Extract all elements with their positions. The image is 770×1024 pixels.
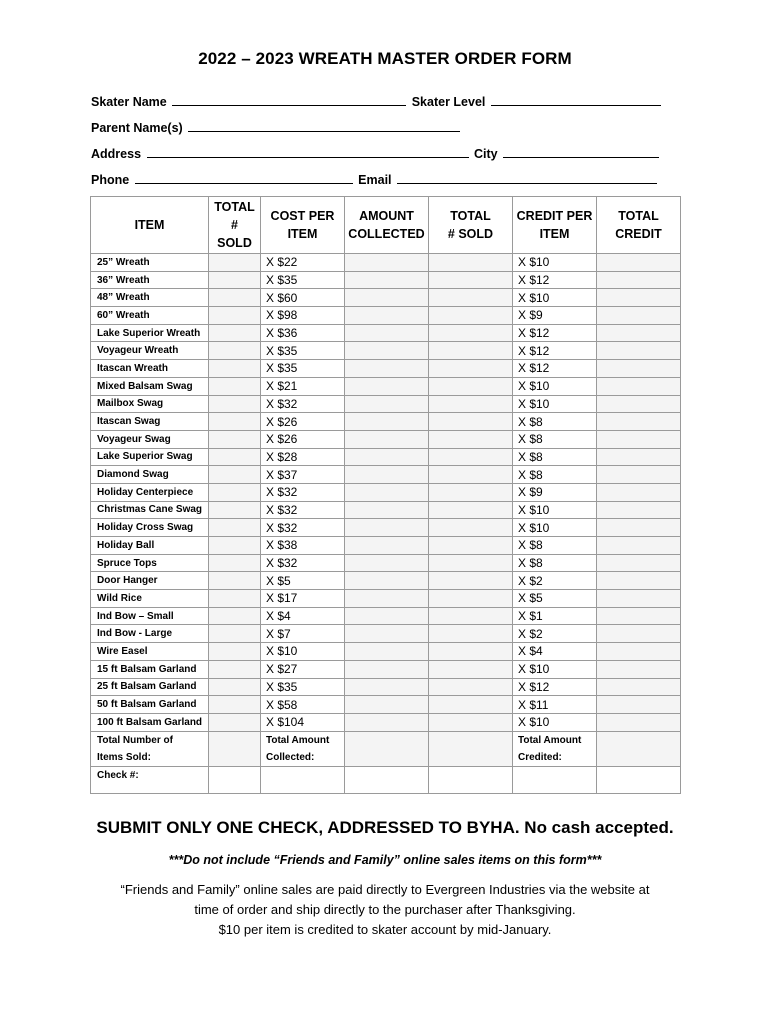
cost-per-item: X $22: [261, 254, 345, 272]
total-credit-cell[interactable]: [597, 625, 681, 643]
amount-collected-cell[interactable]: [345, 430, 429, 448]
total-sold-cell[interactable]: [209, 430, 261, 448]
item-name: Christmas Cane Swag: [91, 501, 209, 519]
amount-collected-cell[interactable]: [345, 307, 429, 325]
cost-per-item: X $17: [261, 590, 345, 608]
total-sold-cell[interactable]: [209, 395, 261, 413]
cost-per-item: X $5: [261, 572, 345, 590]
amount-collected-cell[interactable]: [345, 696, 429, 714]
amount-collected-cell[interactable]: [345, 395, 429, 413]
skater-row: [91, 94, 663, 109]
total-sold-cell[interactable]: [209, 483, 261, 501]
credit-per-item: X $9: [513, 483, 597, 501]
skater-name-field[interactable]: [172, 94, 406, 106]
amount-collected-cell[interactable]: [345, 466, 429, 484]
total-credit-cell[interactable]: [597, 713, 681, 731]
amount-collected-cell[interactable]: [345, 501, 429, 519]
amount-collected-cell[interactable]: [345, 554, 429, 572]
address-row: [91, 146, 661, 161]
table-row: [91, 466, 681, 484]
header-total-sold: TOTAL # SOLD: [209, 197, 261, 254]
header-total-num-sold: TOTAL # SOLD: [429, 197, 513, 254]
cost-per-item: X $37: [261, 466, 345, 484]
credit-per-item: X $5: [513, 590, 597, 608]
table-row: [91, 342, 681, 360]
cost-per-item: X $4: [261, 607, 345, 625]
table-row: [91, 519, 681, 537]
item-name: Mailbox Swag: [91, 395, 209, 413]
address-field[interactable]: [147, 146, 469, 158]
cost-per-item: X $27: [261, 660, 345, 678]
cost-per-item: X $35: [261, 271, 345, 289]
submit-instruction: SUBMIT ONLY ONE CHECK, ADDRESSED TO BYHA. No cash accepted.: [96, 818, 674, 837]
total-num-sold-cell[interactable]: [429, 271, 513, 289]
friends-family-paragraph: [80, 880, 690, 940]
amount-collected-cell[interactable]: [345, 519, 429, 537]
cost-per-item: X $28: [261, 448, 345, 466]
total-credit-cell[interactable]: [597, 643, 681, 661]
total-sold-cell[interactable]: [209, 625, 261, 643]
total-sold-cell[interactable]: [209, 342, 261, 360]
table-row: [91, 713, 681, 731]
amount-collected-cell[interactable]: [345, 342, 429, 360]
table-row: [91, 307, 681, 325]
total-num-sold-cell[interactable]: [429, 307, 513, 325]
credit-per-item: X $10: [513, 519, 597, 537]
total-num-sold-cell[interactable]: [429, 324, 513, 342]
credit-per-item: X $10: [513, 377, 597, 395]
table-row: [91, 448, 681, 466]
header-cost-per-item: COST PER ITEM: [261, 197, 345, 254]
total-sold-cell[interactable]: [209, 289, 261, 307]
credit-per-item: X $2: [513, 572, 597, 590]
total-credit-cell[interactable]: [597, 590, 681, 608]
credit-per-item: X $12: [513, 271, 597, 289]
item-name: Spruce Tops: [91, 554, 209, 572]
table-row: [91, 554, 681, 572]
total-num-sold-cell[interactable]: [429, 678, 513, 696]
total-credit-cell[interactable]: [597, 519, 681, 537]
amount-collected-cell[interactable]: [345, 289, 429, 307]
credit-per-item: X $10: [513, 395, 597, 413]
total-sold-cell[interactable]: [209, 590, 261, 608]
cost-per-item: X $58: [261, 696, 345, 714]
total-sold-cell[interactable]: [209, 466, 261, 484]
table-row: [91, 678, 681, 696]
check-empty-cell: [597, 766, 681, 793]
table-row: [91, 483, 681, 501]
cost-per-item: X $32: [261, 519, 345, 537]
total-sold-cell[interactable]: [209, 501, 261, 519]
table-row: [91, 324, 681, 342]
item-name: 60” Wreath: [91, 307, 209, 325]
cost-per-item: X $35: [261, 342, 345, 360]
total-credit-cell[interactable]: [597, 466, 681, 484]
total-num-sold-cell[interactable]: [429, 607, 513, 625]
item-name: 25 ft Balsam Garland: [91, 678, 209, 696]
total-num-sold-cell[interactable]: [429, 537, 513, 555]
cost-per-item: X $32: [261, 554, 345, 572]
total-credit-cell[interactable]: [597, 660, 681, 678]
amount-collected-cell[interactable]: [345, 377, 429, 395]
amount-collected-cell[interactable]: [345, 713, 429, 731]
total-sold-cell[interactable]: [209, 607, 261, 625]
amount-collected-cell[interactable]: [345, 413, 429, 431]
amount-collected-cell[interactable]: [345, 660, 429, 678]
total-credit-cell[interactable]: [597, 554, 681, 572]
order-table: [90, 196, 681, 794]
item-name: Door Hanger: [91, 572, 209, 590]
total-credit-cell[interactable]: [597, 483, 681, 501]
credit-per-item: X $8: [513, 537, 597, 555]
total-num-sold-cell[interactable]: [429, 342, 513, 360]
total-sold-cell[interactable]: [209, 324, 261, 342]
total-num-sold-cell[interactable]: [429, 519, 513, 537]
credit-per-item: X $8: [513, 554, 597, 572]
item-name: Itascan Swag: [91, 413, 209, 431]
total-credit-cell[interactable]: [597, 342, 681, 360]
credit-per-item: X $8: [513, 466, 597, 484]
total-credit-cell[interactable]: [597, 254, 681, 272]
skater-level-label: Skater Level: [411, 95, 486, 109]
credit-per-item: X $12: [513, 342, 597, 360]
cost-per-item: X $26: [261, 430, 345, 448]
amount-collected-cell[interactable]: [345, 448, 429, 466]
check-label: Check #:: [91, 766, 209, 793]
total-credit-cell[interactable]: [597, 271, 681, 289]
paragraph-line: “Friends and Family” online sales are paid directly to Evergreen Industries via the website at: [120, 882, 650, 897]
table-row: [91, 377, 681, 395]
credit-per-item: X $10: [513, 254, 597, 272]
total-credit-cell[interactable]: [597, 501, 681, 519]
item-name: Voyageur Swag: [91, 430, 209, 448]
item-name: 36” Wreath: [91, 271, 209, 289]
parent-names-label: Parent Name(s): [91, 121, 183, 135]
total-credited-cell[interactable]: [597, 731, 681, 766]
total-sold-cell[interactable]: [209, 713, 261, 731]
item-name: 15 ft Balsam Garland: [91, 660, 209, 678]
item-name: Itascan Wreath: [91, 360, 209, 378]
check-number-cell[interactable]: [209, 766, 261, 793]
table-row: [91, 395, 681, 413]
cost-per-item: X $21: [261, 377, 345, 395]
item-name: Wire Easel: [91, 643, 209, 661]
amount-collected-cell[interactable]: [345, 590, 429, 608]
total-num-sold-cell[interactable]: [429, 430, 513, 448]
table-row: [91, 501, 681, 519]
total-sold-cell[interactable]: [209, 254, 261, 272]
address-label: Address: [91, 147, 142, 161]
total-num-sold-cell[interactable]: [429, 395, 513, 413]
check-empty-cell: [261, 766, 345, 793]
table-row: [91, 430, 681, 448]
total-credit-cell[interactable]: [597, 413, 681, 431]
total-sold-cell[interactable]: [209, 519, 261, 537]
table-header: [91, 197, 681, 254]
total-sold-cell[interactable]: [209, 696, 261, 714]
cost-per-item: X $60: [261, 289, 345, 307]
credit-per-item: X $9: [513, 307, 597, 325]
credit-per-item: X $8: [513, 448, 597, 466]
total-credit-cell[interactable]: [597, 572, 681, 590]
total-credit-cell[interactable]: [597, 395, 681, 413]
item-name: 48” Wreath: [91, 289, 209, 307]
table-row: [91, 696, 681, 714]
total-sold-cell[interactable]: [209, 537, 261, 555]
amount-collected-cell[interactable]: [345, 324, 429, 342]
phone-field[interactable]: [135, 172, 353, 184]
paragraph-line: $10 per item is credited to skater account by mid-January.: [218, 922, 552, 937]
credit-per-item: X $10: [513, 660, 597, 678]
table-row: [91, 660, 681, 678]
amount-collected-cell[interactable]: [345, 483, 429, 501]
table-row: [91, 271, 681, 289]
parent-row: [91, 120, 462, 135]
total-sold-cell[interactable]: [209, 307, 261, 325]
email-field[interactable]: [397, 172, 657, 184]
item-name: Ind Bow - Large: [91, 625, 209, 643]
total-num-sold-cell[interactable]: [429, 731, 513, 766]
credit-per-item: X $12: [513, 360, 597, 378]
item-name: Lake Superior Swag: [91, 448, 209, 466]
credit-per-item: X $10: [513, 713, 597, 731]
total-num-sold-cell[interactable]: [429, 501, 513, 519]
cost-per-item: X $38: [261, 537, 345, 555]
cost-per-item: X $7: [261, 625, 345, 643]
credit-per-item: X $12: [513, 678, 597, 696]
cost-per-item: X $10: [261, 643, 345, 661]
total-credit-cell[interactable]: [597, 307, 681, 325]
paragraph-line: time of order and ship directly to the purchaser after Thanksgiving.: [194, 902, 576, 917]
total-items-sold-cell[interactable]: [209, 731, 261, 766]
amount-collected-cell[interactable]: [345, 360, 429, 378]
table-row: [91, 360, 681, 378]
total-num-sold-cell[interactable]: [429, 254, 513, 272]
check-row: [91, 766, 681, 793]
credit-per-item: X $2: [513, 625, 597, 643]
friends-family-note: ***Do not include “Friends and Family” online sales items on this form***: [168, 853, 602, 867]
total-sold-cell[interactable]: [209, 360, 261, 378]
phone-label: Phone: [91, 173, 130, 187]
total-num-sold-cell[interactable]: [429, 448, 513, 466]
total-sold-cell[interactable]: [209, 271, 261, 289]
credit-per-item: X $4: [513, 643, 597, 661]
check-empty-cell: [345, 766, 429, 793]
total-num-sold-cell[interactable]: [429, 377, 513, 395]
page-title: 2022 – 2023 WREATH MASTER ORDER FORM: [198, 49, 572, 68]
table-row: [91, 607, 681, 625]
total-sold-cell[interactable]: [209, 377, 261, 395]
total-num-sold-cell[interactable]: [429, 625, 513, 643]
total-amount-collected-cell[interactable]: [345, 731, 429, 766]
amount-collected-cell[interactable]: [345, 271, 429, 289]
total-credit-cell[interactable]: [597, 696, 681, 714]
email-label: Email: [358, 173, 392, 187]
item-name: 25” Wreath: [91, 254, 209, 272]
total-amount-collected-label: Total Amount Collected:: [261, 731, 345, 766]
total-credit-cell[interactable]: [597, 678, 681, 696]
item-name: Wild Rice: [91, 590, 209, 608]
cost-per-item: X $35: [261, 360, 345, 378]
table-row: [91, 289, 681, 307]
item-name: Voyageur Wreath: [91, 342, 209, 360]
total-sold-cell[interactable]: [209, 572, 261, 590]
item-name: Lake Superior Wreath: [91, 324, 209, 342]
item-name: Ind Bow – Small: [91, 607, 209, 625]
check-empty-cell: [429, 766, 513, 793]
total-credit-cell[interactable]: [597, 377, 681, 395]
credit-per-item: X $10: [513, 289, 597, 307]
total-num-sold-cell[interactable]: [429, 643, 513, 661]
amount-collected-cell[interactable]: [345, 643, 429, 661]
total-num-sold-cell[interactable]: [429, 413, 513, 431]
total-num-sold-cell[interactable]: [429, 483, 513, 501]
total-credited-label: Total Amount Credited:: [513, 731, 597, 766]
city-label: City: [474, 147, 498, 161]
item-name: Mixed Balsam Swag: [91, 377, 209, 395]
totals-row: [91, 731, 681, 766]
table-row: [91, 413, 681, 431]
amount-collected-cell[interactable]: [345, 572, 429, 590]
total-num-sold-cell[interactable]: [429, 289, 513, 307]
cost-per-item: X $104: [261, 713, 345, 731]
credit-per-item: X $12: [513, 324, 597, 342]
credit-per-item: X $1: [513, 607, 597, 625]
amount-collected-cell[interactable]: [345, 537, 429, 555]
total-sold-cell[interactable]: [209, 413, 261, 431]
header-credit-per-item: CREDIT PER ITEM: [513, 197, 597, 254]
cost-per-item: X $35: [261, 678, 345, 696]
cost-per-item: X $98: [261, 307, 345, 325]
total-num-sold-cell[interactable]: [429, 713, 513, 731]
cost-per-item: X $26: [261, 413, 345, 431]
credit-per-item: X $11: [513, 696, 597, 714]
header-amount-collected: AMOUNT COLLECTED: [345, 197, 429, 254]
total-num-sold-cell[interactable]: [429, 696, 513, 714]
table-row: [91, 572, 681, 590]
total-credit-cell[interactable]: [597, 324, 681, 342]
skater-level-field[interactable]: [491, 94, 661, 106]
cost-per-item: X $32: [261, 483, 345, 501]
cost-per-item: X $32: [261, 395, 345, 413]
item-name: Holiday Ball: [91, 537, 209, 555]
header-total-credit: TOTAL CREDIT: [597, 197, 681, 254]
table-row: [91, 590, 681, 608]
total-num-sold-cell[interactable]: [429, 554, 513, 572]
item-name: 100 ft Balsam Garland: [91, 713, 209, 731]
amount-collected-cell[interactable]: [345, 625, 429, 643]
total-credit-cell[interactable]: [597, 448, 681, 466]
amount-collected-cell[interactable]: [345, 607, 429, 625]
total-credit-cell[interactable]: [597, 289, 681, 307]
amount-collected-cell[interactable]: [345, 678, 429, 696]
check-empty-cell: [513, 766, 597, 793]
total-sold-cell[interactable]: [209, 678, 261, 696]
credit-per-item: X $8: [513, 413, 597, 431]
total-num-sold-cell[interactable]: [429, 360, 513, 378]
item-name: Holiday Cross Swag: [91, 519, 209, 537]
table-row: [91, 537, 681, 555]
header-item: ITEM: [91, 197, 209, 254]
total-num-sold-cell[interactable]: [429, 466, 513, 484]
item-name: 50 ft Balsam Garland: [91, 696, 209, 714]
credit-per-item: X $8: [513, 430, 597, 448]
parent-names-field[interactable]: [188, 120, 460, 132]
phone-row: [91, 172, 659, 187]
total-sold-cell[interactable]: [209, 448, 261, 466]
item-name: Holiday Centerpiece: [91, 483, 209, 501]
credit-per-item: X $10: [513, 501, 597, 519]
total-credit-cell[interactable]: [597, 430, 681, 448]
skater-name-label: Skater Name: [91, 95, 167, 109]
total-credit-cell[interactable]: [597, 607, 681, 625]
total-sold-cell[interactable]: [209, 660, 261, 678]
table-row: [91, 254, 681, 272]
total-sold-cell[interactable]: [209, 643, 261, 661]
total-items-label: Total Number of Items Sold:: [91, 731, 209, 766]
cost-per-item: X $32: [261, 501, 345, 519]
table-row: [91, 643, 681, 661]
city-field[interactable]: [503, 146, 659, 158]
total-num-sold-cell[interactable]: [429, 590, 513, 608]
total-credit-cell[interactable]: [597, 537, 681, 555]
total-num-sold-cell[interactable]: [429, 660, 513, 678]
total-credit-cell[interactable]: [597, 360, 681, 378]
table-row: [91, 625, 681, 643]
cost-per-item: X $36: [261, 324, 345, 342]
item-name: Diamond Swag: [91, 466, 209, 484]
amount-collected-cell[interactable]: [345, 254, 429, 272]
total-num-sold-cell[interactable]: [429, 572, 513, 590]
total-sold-cell[interactable]: [209, 554, 261, 572]
